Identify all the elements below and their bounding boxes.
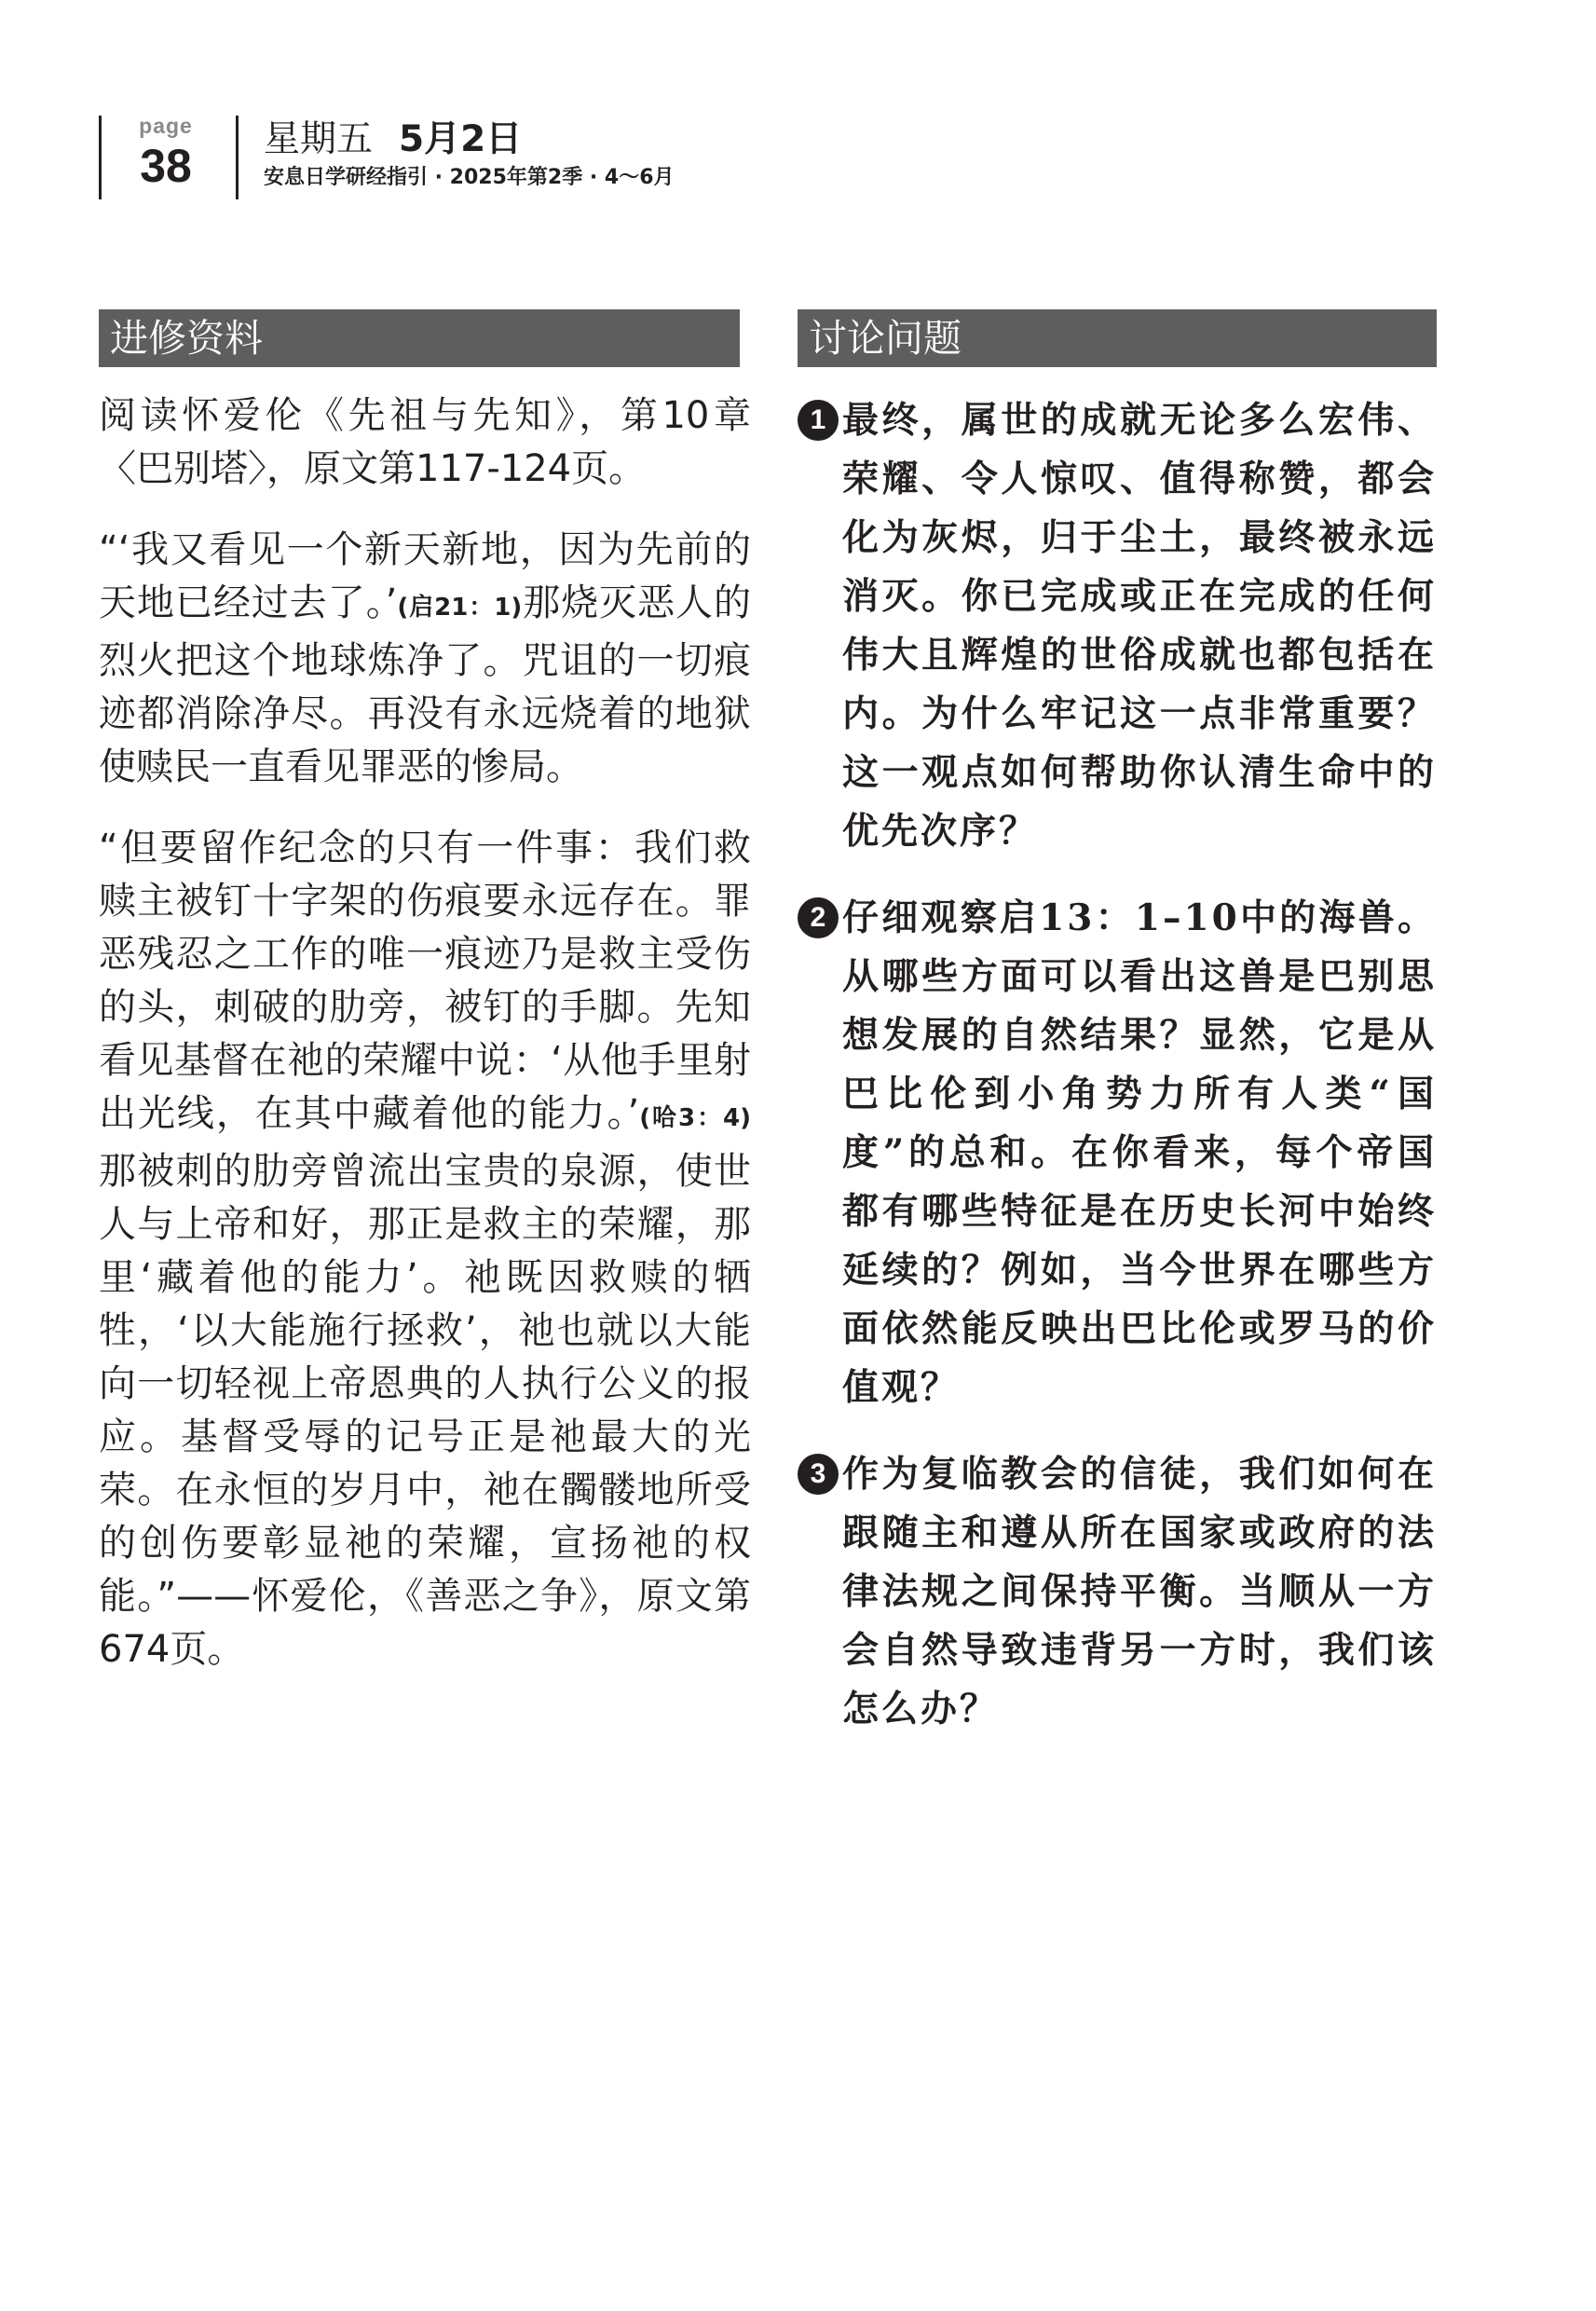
number-circle-icon: 2: [798, 897, 839, 938]
header-subtitle: 安息日学研经指引 · 2025年第2季 · 4～6月: [264, 166, 675, 189]
scripture-reference: (哈3：4): [639, 1104, 752, 1132]
weekday: 星期五: [264, 118, 374, 160]
question-text: 仔细观察启13：1–10中的海兽。从哪些方面可以看出这兽是巴别思想发展的自然结果？显然，它是从巴比伦到小角势力所有人类“国度”的总和。在你看来，每个帝国都有哪些特征是在历史长河中始终延续的？例如，当今世界在哪些方面依然能反映出巴比伦或罗马的价值观？: [842, 896, 1437, 1409]
quote-text: “但要留作纪念的只有一件事：我们救赎主被钉十字架的伤痕要永远存在。罪恶残忍之工作的唯一痕迹乃是救主受伤的头，刺破的肋旁，被钉的手脚。先知看见基督在祂的荣耀中说：‘从他手里射出光线，在其中藏着他的能力。’: [99, 827, 751, 1135]
quote-text: 那烧灭恶人的烈火把这个地球炼净了。咒诅的一切痕迹都消除净尽。再没有永远烧着的地狱使赎民一直看见罪恶的惨局。: [99, 581, 751, 788]
question-text: 最终，属世的成就无论多么宏伟、荣耀、令人惊叹、值得称赞，都会化为灰烬，归于尘土，最终被永远消灭。你已完成或正在完成的任何伟大且辉煌的世俗成就也都包括在内。为什么牢记这一点非常重要？这一观点如何帮助你认清生命中的优先次序？: [842, 399, 1437, 853]
quote-paragraph-1: [99, 524, 751, 794]
number-circle-icon: 3: [798, 1454, 839, 1495]
question-item: [798, 1445, 1437, 1739]
further-study-column: [99, 390, 751, 1704]
scripture-reference: (启21：1): [397, 594, 523, 622]
quote-text: “‘我又看见一个新天新地，因为先前的天地已经过去了。’: [99, 528, 751, 624]
date: 5月2日: [399, 118, 523, 160]
section-title-discussion: 讨论问题: [798, 309, 1437, 367]
reading-assignment: 阅读怀爱伦《先祖与先知》，第10章〈巴别塔〉，原文第117-124页。: [99, 394, 751, 490]
discussion-questions: [798, 391, 1437, 1767]
page-label: page: [139, 114, 193, 138]
section-title-further-study: 进修资料: [99, 309, 740, 367]
header-divider-right: [236, 116, 239, 199]
page-number: 38: [140, 140, 192, 192]
question-item: [798, 391, 1437, 861]
number-circle-icon: 1: [798, 400, 839, 441]
quote-text: 那被刺的肋旁曾流出宝贵的泉源，使世人与上帝和好，那正是救主的荣耀，那里‘藏着他的能力’。祂既因救赎的牺牲，‘以大能施行拯救’，祂也就以大能向一切轻视上帝恩典的人执行公义的报应。基督受辱的记号正是祂最大的光荣。在永恒的岁月中，祂在髑髅地所受的创伤要彰显祂的荣耀，宣扬祂的权能。”——怀爱伦，《善恶之争》，原文第674页。: [99, 1150, 751, 1671]
question-item: [798, 889, 1437, 1417]
quote-paragraph-2: [99, 822, 751, 1676]
question-text: 作为复临教会的信徒，我们如何在跟随主和遵从所在国家或政府的法律法规之间保持平衡。当顺从一方会自然导致违背另一方时，我们该怎么办？: [842, 1453, 1437, 1730]
header-day: [264, 116, 522, 163]
